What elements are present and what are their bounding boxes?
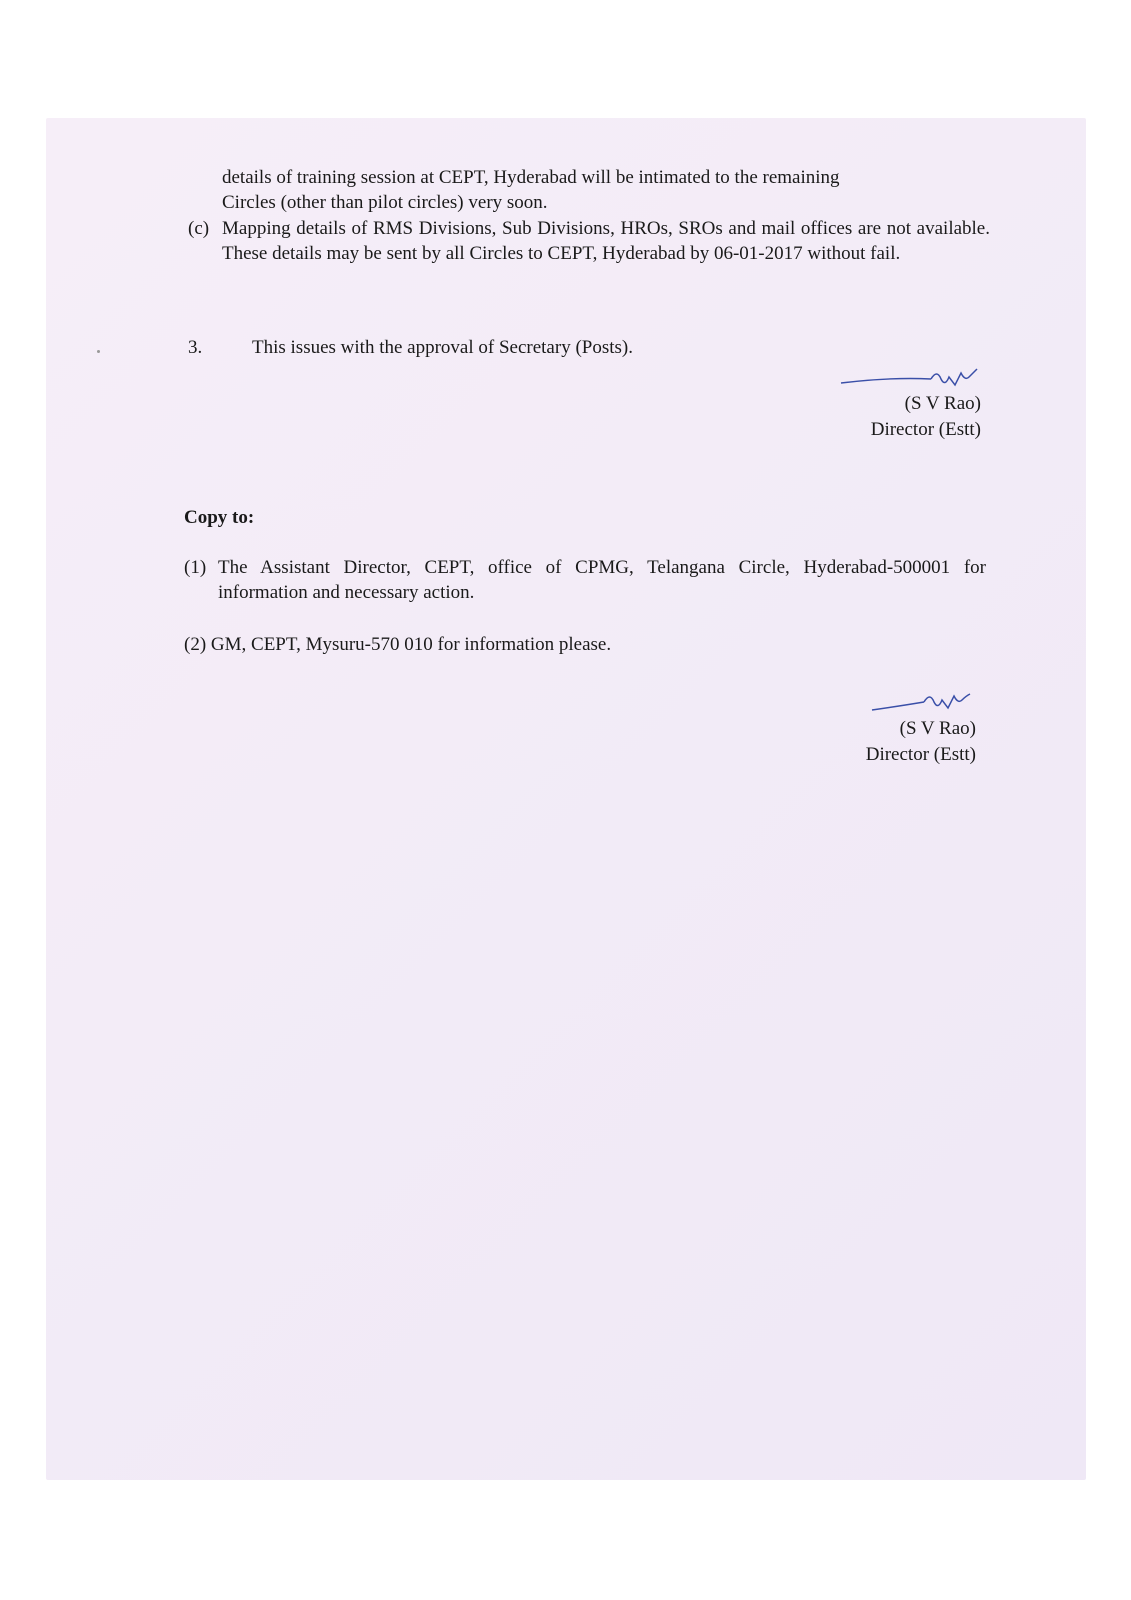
- item-c-text: Mapping details of RMS Divisions, Sub Divisions, HROs, SROs and mail offices are not available. These details may be sent by all Circles to CEPT, Hyderabad by 06-01-2017 without fail.: [222, 218, 990, 264]
- signatory-designation-1: Director (Estt): [870, 419, 981, 440]
- copy-to-item-1-text: The Assistant Director, CEPT, office of CPMG, Telangana Circle, Hyderabad-500001 for information and necessary action.: [218, 557, 986, 603]
- speck-mark: [97, 350, 100, 353]
- item-c-marker: (c): [188, 218, 210, 239]
- handwritten-signature-1: [781, 365, 981, 391]
- signatory-name-1: (S V Rao): [904, 393, 981, 414]
- copy-to-heading: Copy to:: [184, 507, 255, 528]
- copy-to-item-1: [184, 555, 986, 605]
- paragraph-b-line1: details of training session at CEPT, Hyderabad will be intimated to the remaining: [222, 167, 840, 188]
- paragraph-b-continuation: [222, 165, 990, 215]
- paper-sheet: [46, 118, 1086, 1480]
- signatory-designation-2: Director (Estt): [865, 744, 976, 765]
- paragraph-b-line2: Circles (other than pilot circles) very soon.: [222, 192, 548, 213]
- copy-to-item-2: [184, 632, 884, 657]
- signature-block-2: [776, 690, 976, 768]
- copy-to-item-1-marker: (1): [184, 557, 207, 578]
- handwritten-signature-2: [776, 690, 976, 716]
- copy-to-item-2-marker: (2): [184, 634, 207, 655]
- item-c: [188, 216, 990, 266]
- signatory-name-2: (S V Rao): [899, 718, 976, 739]
- copy-to-item-2-text: GM, CEPT, Mysuru-570 010 for information please.: [210, 634, 612, 655]
- signature-block-1: [781, 365, 981, 443]
- paragraph-3-text: This issues with the approval of Secretary (Posts).: [252, 337, 633, 358]
- paragraph-3: [188, 335, 788, 360]
- paragraph-3-number: 3.: [188, 337, 203, 358]
